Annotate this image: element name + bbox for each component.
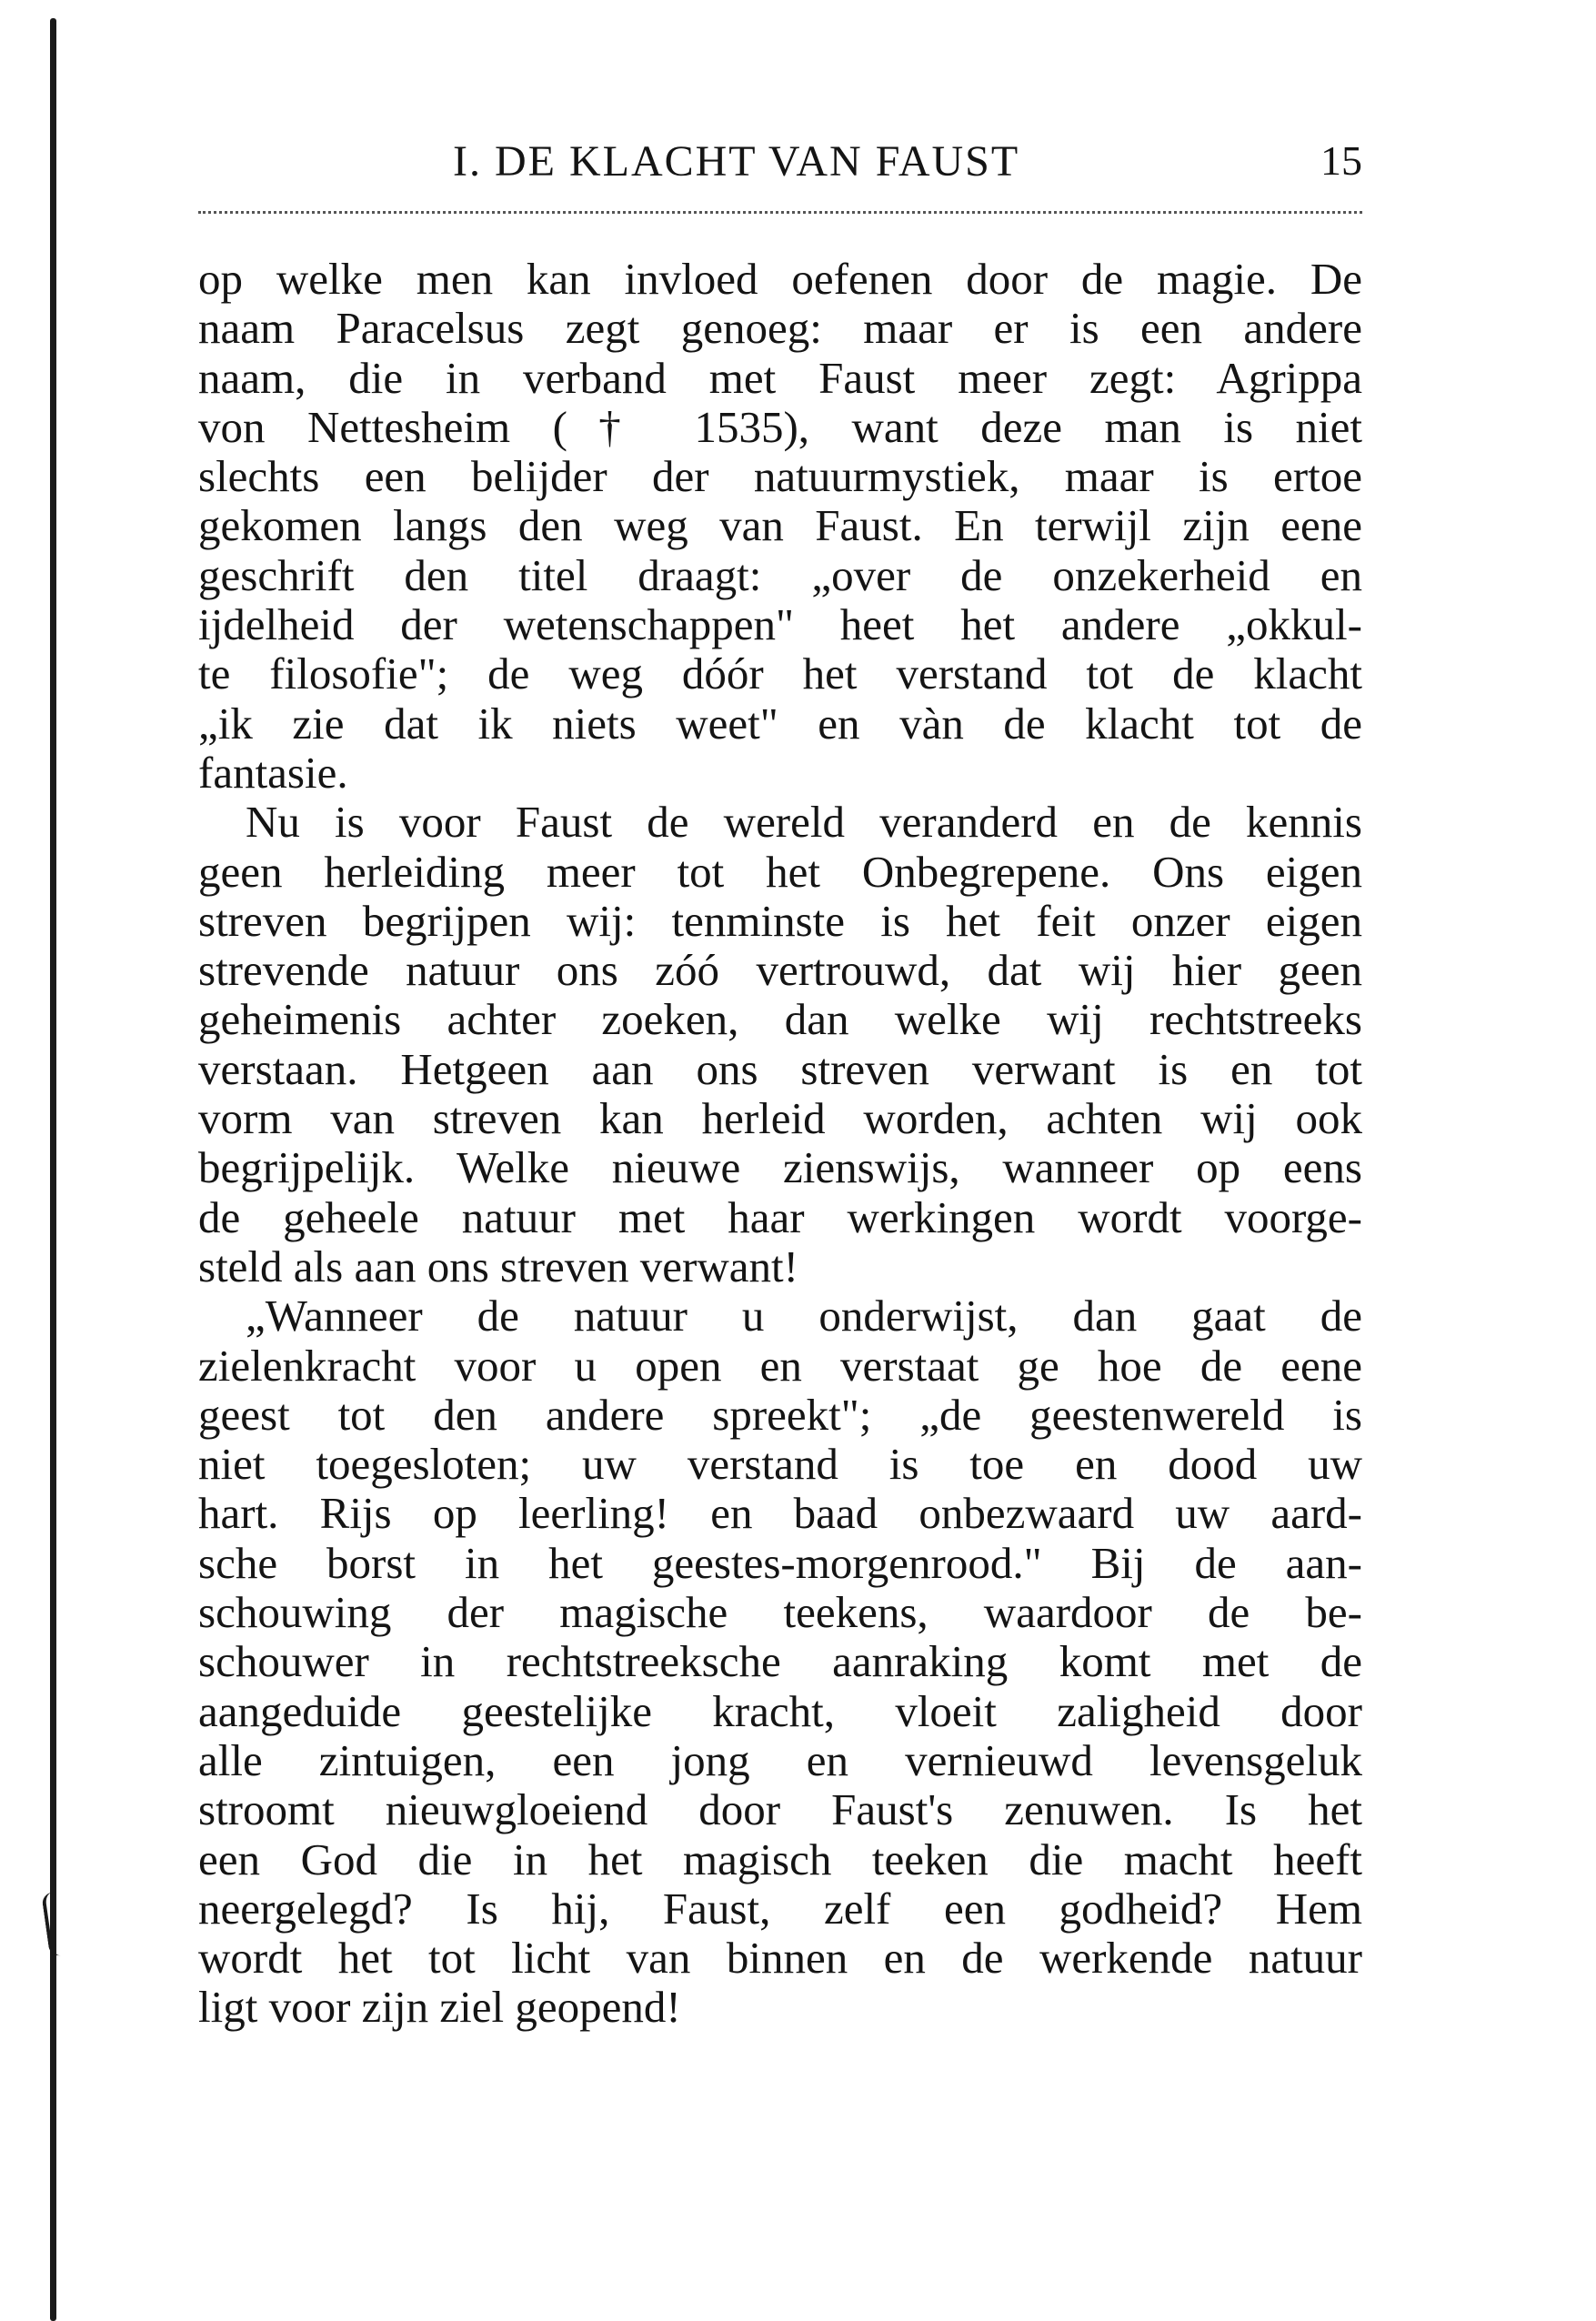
running-title: I. DE KLACHT VAN FAUST — [453, 137, 1020, 186]
text-line: niet toegesloten; uw verstand is toe en dood uw — [198, 1440, 1362, 1490]
text-line: geen herleiding meer tot het Onbegrepene. Ons eigen — [198, 847, 1362, 897]
text-line: geschrift den titel draagt: „over de onzekerheid en — [198, 550, 1362, 600]
text-line: hart. Rijs op leerling! en baad onbezwaard uw aard- — [198, 1489, 1362, 1539]
text-line: geheimenis achter zoeken, dan welke wij rechtstreeks — [198, 995, 1362, 1045]
text-line: ijdelheid der wetenschappen" heet het andere „okkul- — [198, 600, 1362, 650]
text-line: streven begrijpen wij: tenminste is het feit onzer eigen — [198, 896, 1362, 946]
text-line: zielenkracht voor u open en verstaat ge hoe de eene — [198, 1341, 1362, 1391]
text-line: sche borst in het geestes-morgenrood." Bij de aan- — [198, 1538, 1362, 1588]
text-line: naam Paracelsus zegt genoeg: maar er is een andere — [198, 304, 1362, 354]
text-line: „Wanneer de natuur u onderwijst, dan gaat de — [246, 1291, 1362, 1341]
margin-mark — [41, 1890, 76, 1956]
text-line: op welke men kan invloed oefenen door de magie. De — [198, 255, 1362, 304]
text-line: gekomen langs den weg van Faust. En terwijl zijn eene — [198, 501, 1362, 551]
text-line: de geheele natuur met haar werkingen wordt voorge- — [198, 1192, 1362, 1242]
text-line: ligt voor zijn ziel geopend! — [198, 1983, 681, 2033]
header-dotted-rule — [198, 211, 1362, 214]
text-line: „ik zie dat ik niets weet" en vàn de klacht tot de — [198, 698, 1362, 749]
page-header — [198, 136, 1362, 191]
text-line: neergelegd? Is hij, Faust, zelf een godheid? Hem — [198, 1884, 1362, 1934]
text-line: stroomt nieuwgloeiend door Faust's zenuwen. Is het — [198, 1785, 1362, 1835]
text-line: schouwer in rechtstreeksche aanraking komt met de — [198, 1637, 1362, 1687]
text-line: vorm van streven kan herleid worden, achten wij ook — [198, 1094, 1362, 1144]
text-line: von Nettesheim († 1535), want deze man is niet — [198, 402, 1362, 452]
text-line: steld als aan ons streven verwant! — [198, 1241, 798, 1291]
binding-edge — [50, 18, 56, 2321]
text-line: schouwing der magische teekens, waardoor de be- — [198, 1588, 1362, 1638]
text-line: Nu is voor Faust de wereld veranderd en de kennis — [246, 798, 1362, 848]
page-number: 15 — [1320, 137, 1362, 184]
text-line: een God die in het magisch teeken die macht heeft — [198, 1834, 1362, 1884]
text-line: verstaan. Hetgeen aan ons streven verwant is en tot — [198, 1044, 1362, 1094]
text-line: begrijpelijk. Welke nieuwe zienswijs, wanneer op eens — [198, 1143, 1362, 1193]
text-line: alle zintuigen, een jong en vernieuwd levensgeluk — [198, 1735, 1362, 1785]
text-line: te filosofie"; de weg dóór het verstand tot de klacht — [198, 649, 1362, 699]
text-line: wordt het tot licht van binnen en de werkende natuur — [198, 1934, 1362, 1984]
text-line: fantasie. — [198, 748, 348, 798]
text-line: naam, die in verband met Faust meer zegt: Agrippa — [198, 353, 1362, 403]
text-line: geest tot den andere spreekt"; „de geestenwereld is — [198, 1390, 1362, 1440]
text-line: aangeduide geestelijke kracht, vloeit zaligheid door — [198, 1686, 1362, 1736]
body-text — [198, 255, 1362, 2033]
text-line: slechts een belijder der natuurmystiek, maar is ertoe — [198, 452, 1362, 502]
text-line: strevende natuur ons zóó vertrouwd, dat wij hier geen — [198, 946, 1362, 996]
